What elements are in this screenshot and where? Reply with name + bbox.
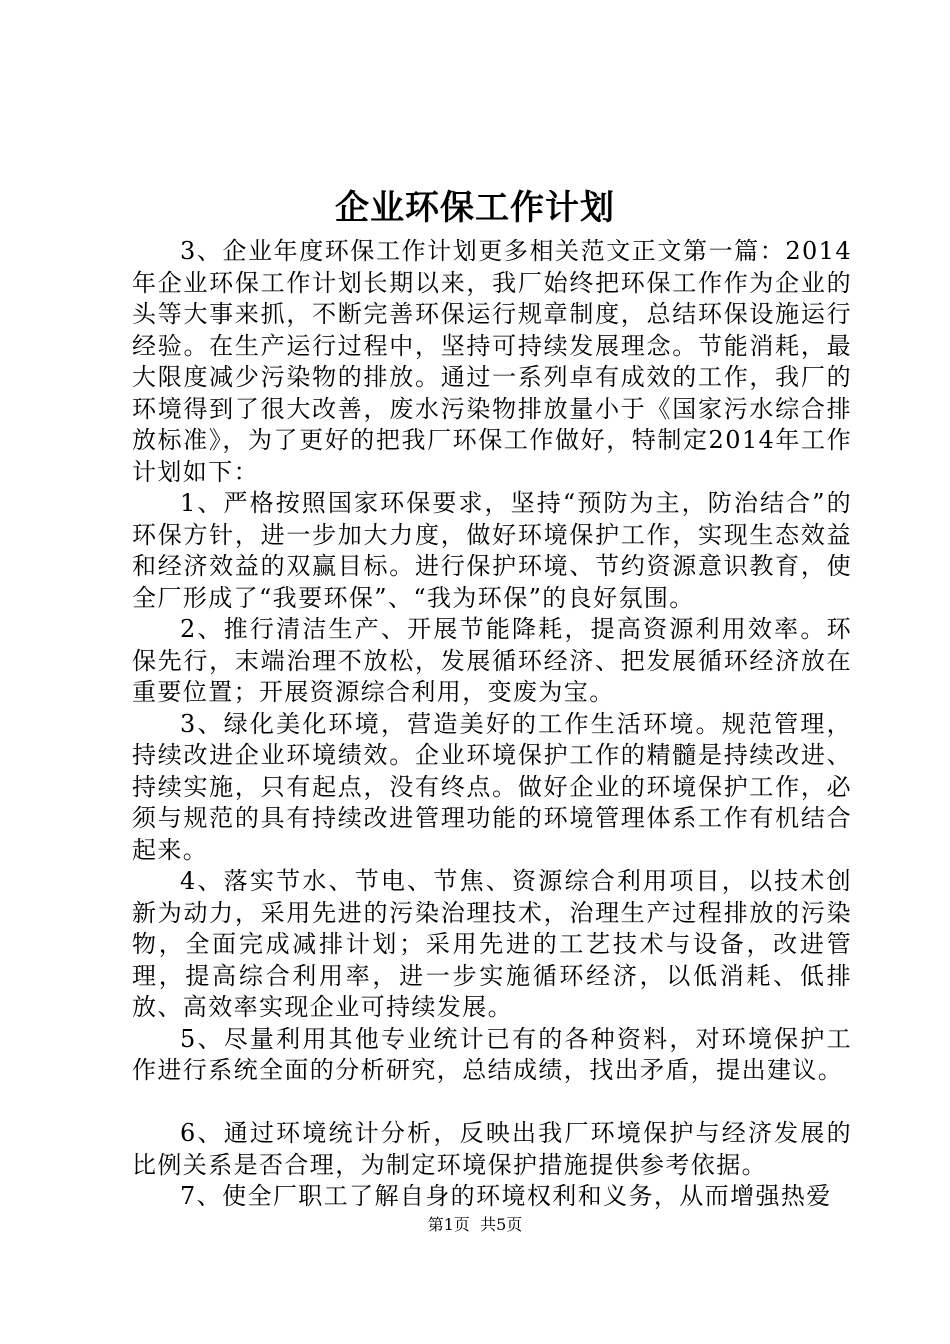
page-number: 第1页 xyxy=(427,1215,470,1234)
page-footer xyxy=(0,1214,950,1236)
page-total: 共5页 xyxy=(480,1215,523,1234)
paragraph-item-4: 4、落实节水、节电、节焦、资源综合利用项目，以技术创新为动力，采用先进的污染治理技术，治理生产过程排放的污染物，全面完成减排计划；采用先进的工艺技术与设备，改进管理，提高综合利用率，进一步实施循环经济，以低消耗、低排放、高效率实现企业可持续发展。 xyxy=(132,867,852,1021)
paragraph-spacer xyxy=(132,1087,852,1119)
paragraph-item-7: 7、使全厂职工了解自身的环境权利和义务，从而增强热爱 xyxy=(180,1182,832,1210)
paragraph-item-1: 1、严格按照国家环保要求，坚持“预防为主，防治结合”的环保方针，进一步加大力度，做好环境保护工作，实现生态效益和经济效益的双赢目标。进行保护环境、节约资源意识教育，使全厂形成了“我要环保”、“我为环保”的良好氛围。 xyxy=(132,489,852,612)
paragraph-item-3: 3、绿化美化环境，营造美好的工作生活环境。规范管理，持续改进企业环境绩效。企业环境保护工作的精髓是持续改进、持续实施，只有起点，没有终点。做好企业的环境保护工作，必须与规范的具有持续改进管理功能的环境管理体系工作有机结合起来。 xyxy=(132,709,852,864)
document-title: 企业环保工作计划 xyxy=(335,188,615,228)
document-body xyxy=(132,236,852,1213)
footer-separator xyxy=(470,1215,480,1234)
paragraph-intro: 3、企业年度环保工作计划更多相关范文正文第一篇：2014年企业环保工作计划长期以来，我厂始终把环保工作作为企业的头等大事来抓，不断完善环保运行规章制度，总结环保设施运行经验。在生产运行过程中，坚持可持续发展理念。节能消耗，最大限度减少污染物的排放。通过一系列卓有成效的工作，我厂的环境得到了很大改善，废水污染物排放量小于《国家污水综合排放标准》，为了更好的把我厂环保工作做好，特制定2014年工作计划如下： xyxy=(132,237,852,486)
paragraph-item-6: 6、通过环境统计分析，反映出我厂环境保护与经济发展的比例关系是否合理，为制定环境保护措施提供参考依据。 xyxy=(132,1119,852,1179)
paragraph-item-2: 2、推行清洁生产、开展节能降耗，提高资源利用效率。环保先行，末端治理不放松，发展循环经济、把发展循环经济放在重要位置；开展资源综合利用，变废为宝。 xyxy=(132,615,852,706)
paragraph-item-5: 5、尽量利用其他专业统计已有的各种资料，对环境保护工作进行系统全面的分析研究，总结成绩，找出矛盾，提出建议。 xyxy=(132,1024,852,1084)
